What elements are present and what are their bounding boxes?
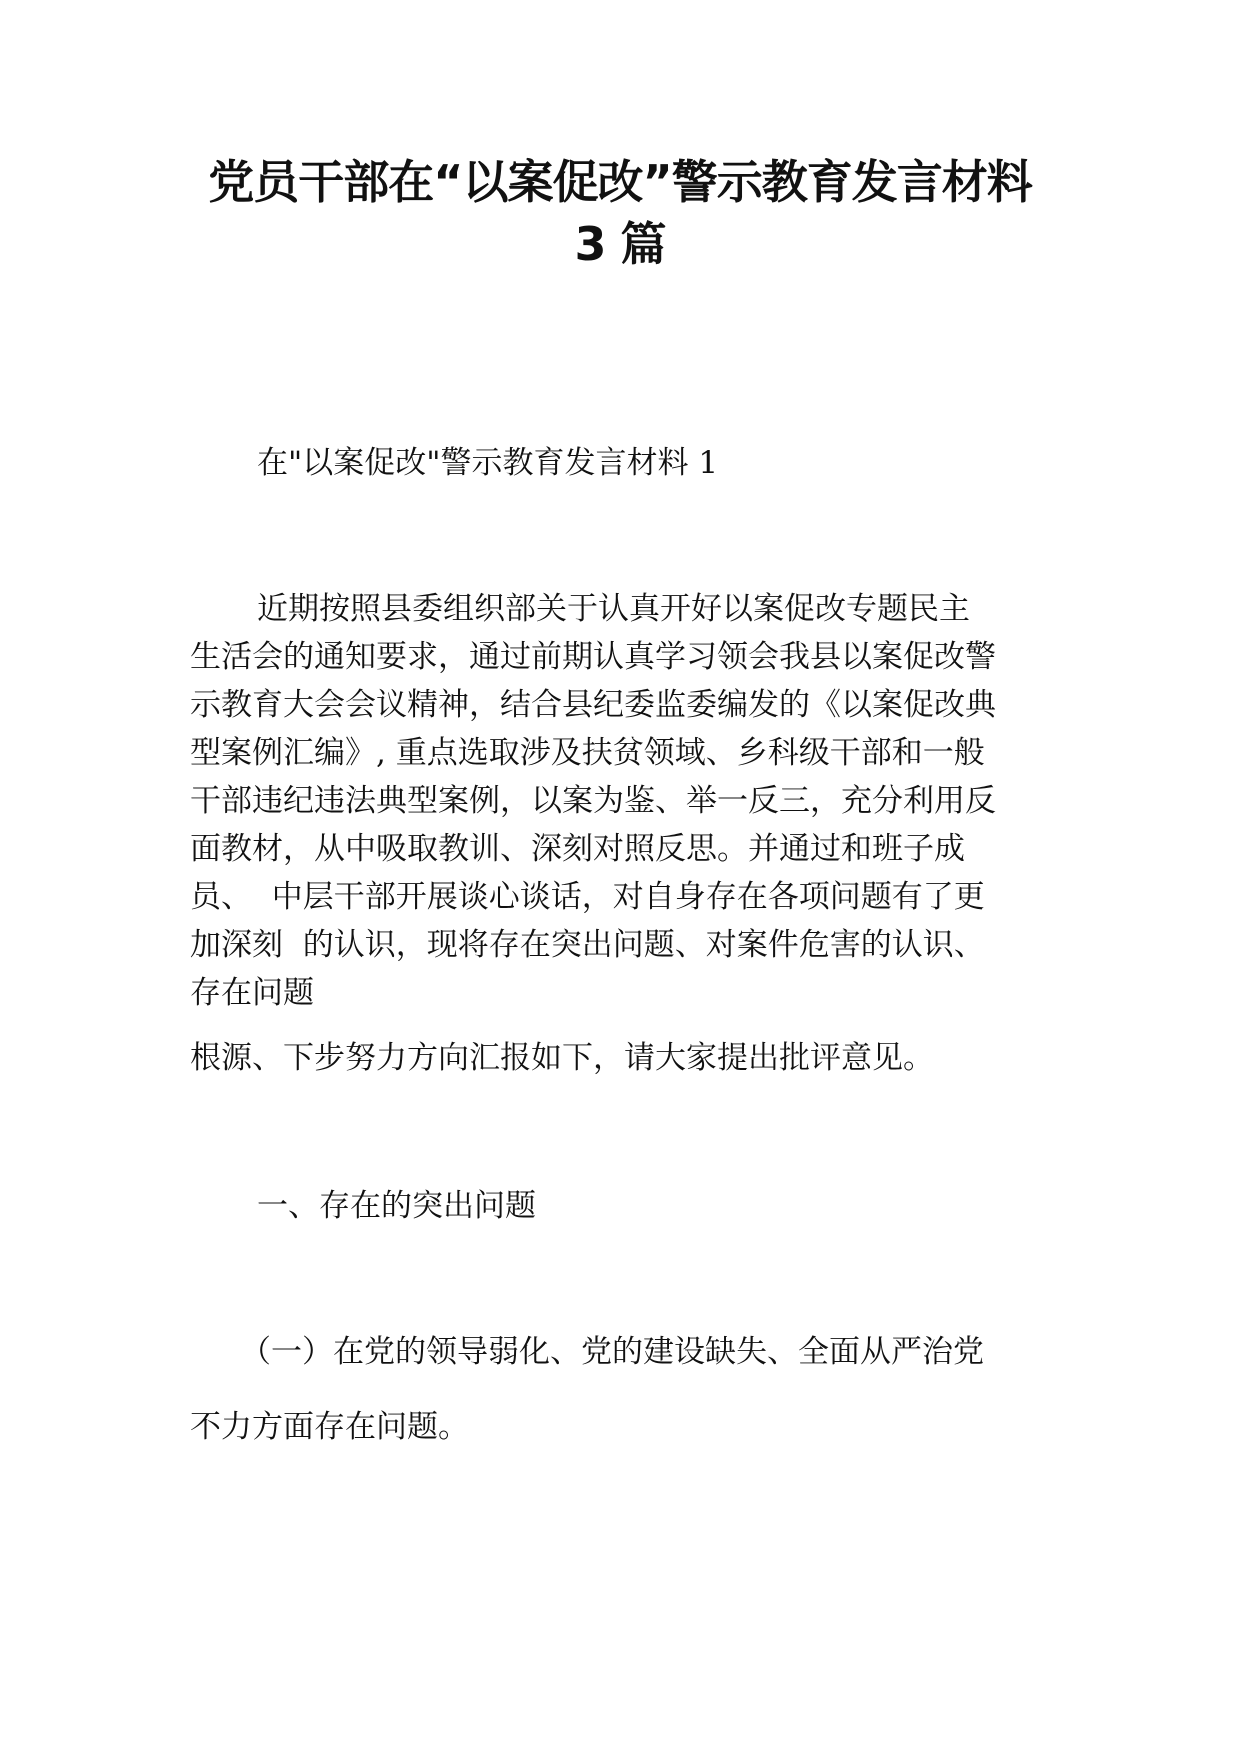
- paragraph-line: 干部违纪违法典型案例，以案为鉴、举一反三，充分利用反: [190, 783, 996, 819]
- paragraph-line: 面教材，从中吸取教训、深刻对照反思。并通过和班子成: [190, 831, 965, 867]
- paragraph-line: 示教育大会会议精神，结合县纪委监委编发的《以案促改典: [190, 687, 996, 723]
- document-title: 党员干部在“以案促改”警示教育发言材料: [208, 155, 1032, 209]
- section-subtitle: 在"以案促改"警示教育发言材料 1: [257, 445, 719, 481]
- paragraph-line: 型案例汇编》, 重点选取涉及扶贫领域、乡科级干部和一般: [190, 735, 985, 771]
- paragraph-continuation: 根源、下步努力方向汇报如下，请大家提出批评意见。: [190, 1040, 934, 1076]
- subsection-heading-continuation: 不力方面存在问题。: [190, 1409, 469, 1445]
- document-title-count: 3 篇: [574, 217, 666, 271]
- subsection-heading: （一）在党的领导弱化、党的建设缺失、全面从严治党: [240, 1334, 984, 1370]
- paragraph-line: 生活会的通知要求，通过前期认真学习领会我县以案促改警: [190, 639, 996, 675]
- paragraph-line: 存在问题: [190, 975, 314, 1011]
- paragraph-line: 加深刻 的认识，现将存在突出问题、对案件危害的认识、: [190, 927, 985, 963]
- paragraph-line: 近期按照县委组织部关于认真开好以案促改专题民主: [257, 591, 970, 627]
- section-heading: 一、存在的突出问题: [257, 1188, 536, 1224]
- paragraph-line: 员、 中层干部开展谈心谈话，对自身存在各项问题有了更: [190, 879, 985, 915]
